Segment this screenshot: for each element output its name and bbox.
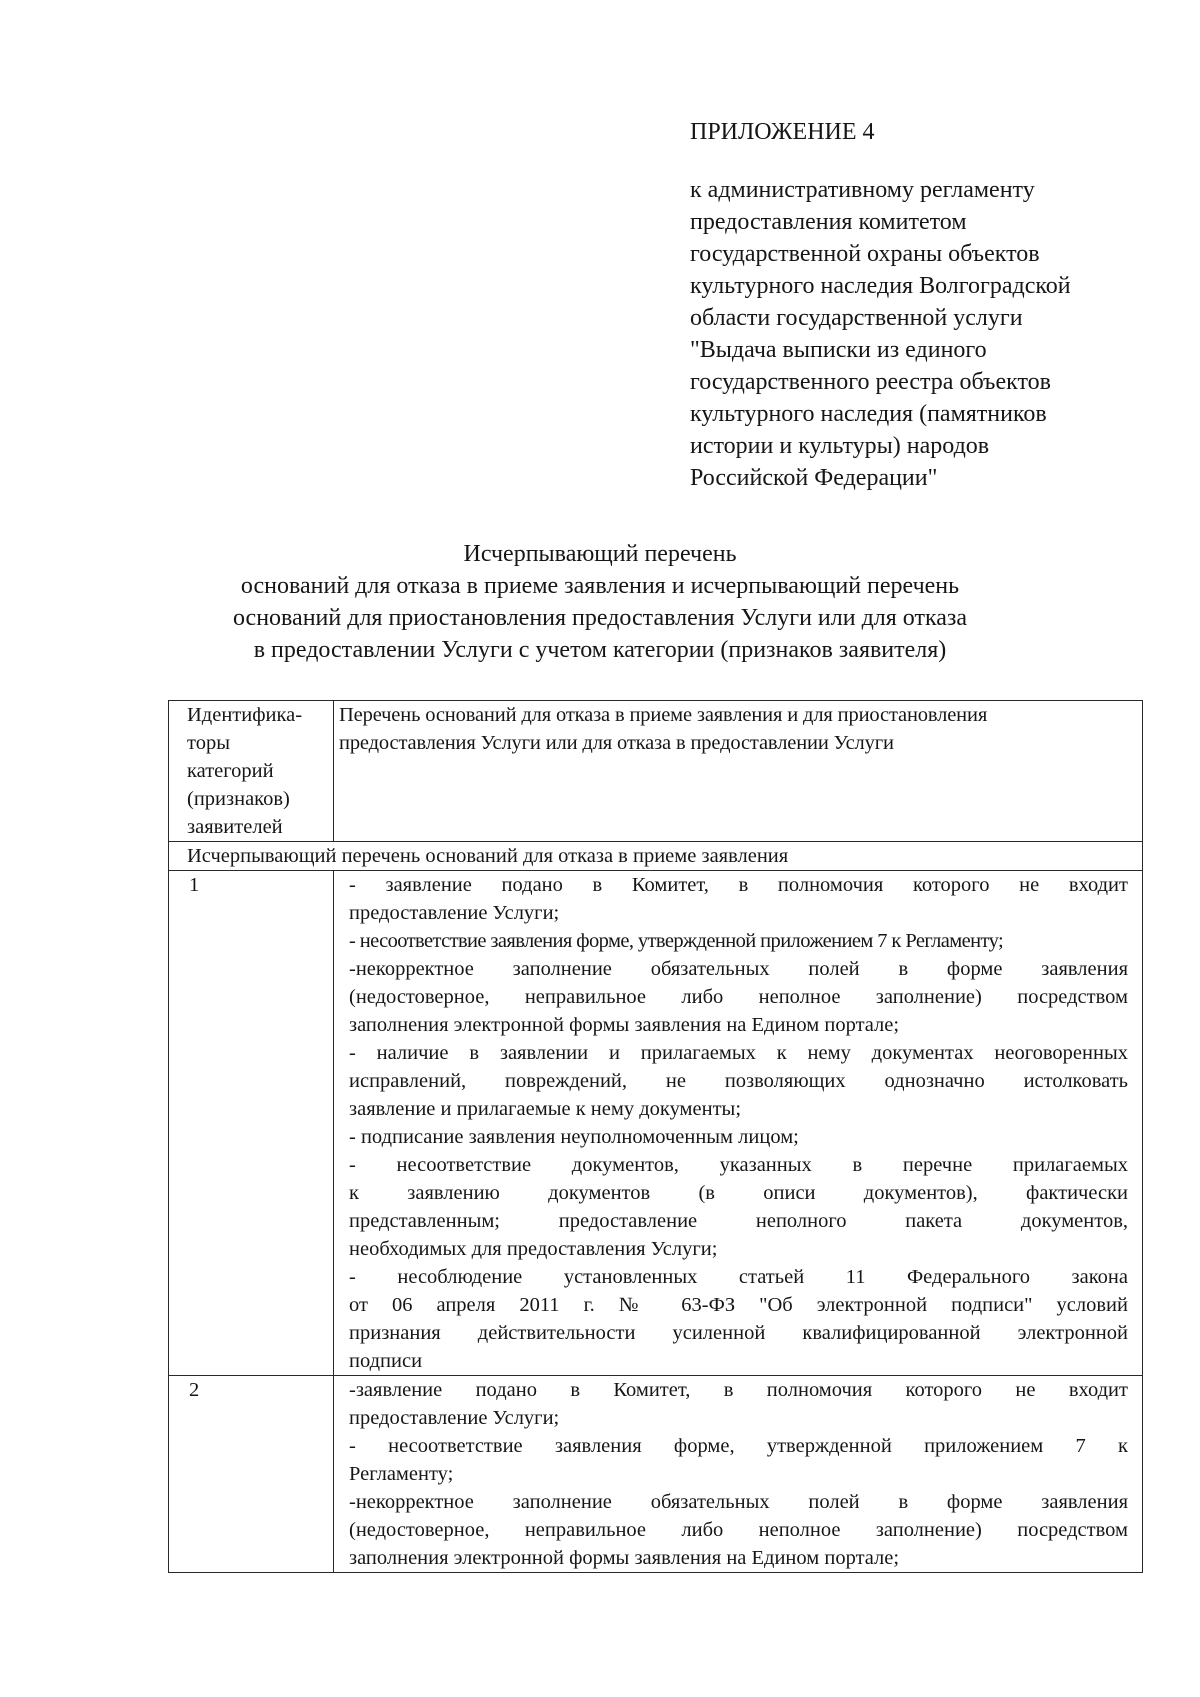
grounds-line: заполнения электронной формы заявления на Едином портале; — [349, 1014, 900, 1036]
grounds-line: -некорректное заполнение обязательных полей в форме заявления — [349, 958, 1128, 980]
appendix-line: государственной охраны объектов — [690, 241, 1040, 267]
header-identifiers-line: категорий — [187, 760, 274, 782]
grounds-line: необходимых для предоставления Услуги; — [349, 1238, 718, 1260]
grounds-line: от 06 апреля 2011 г. № 63-ФЗ "Об электронной подписи" условий — [349, 1294, 1128, 1316]
header-grounds-line: Перечень оснований для отказа в приеме заявления и для приостановления — [339, 704, 988, 726]
header-cell-identifiers — [169, 701, 334, 842]
category-id-cell: 1 — [169, 871, 334, 1376]
grounds-cell — [334, 1376, 1143, 1573]
appendix-line: области государственной услуги — [690, 305, 1023, 331]
table-header-row — [169, 701, 1143, 842]
appendix-line: истории и культуры) народов — [690, 433, 990, 459]
grounds-line: Регламенту; — [349, 1463, 454, 1485]
appendix-line: предоставления комитетом — [690, 209, 967, 235]
appendix-line: государственного реестра объектов — [690, 369, 1051, 395]
header-identifiers-line: (признаков) — [187, 788, 290, 810]
section-row — [169, 842, 1143, 871]
header-cell-grounds — [334, 701, 1143, 842]
grounds-line: - заявление подано в Комитет, в полномочия которого не входит — [349, 874, 1128, 896]
grounds-line: заявление и прилагаемые к нему документы; — [349, 1098, 742, 1120]
header-identifiers-line: торы — [187, 732, 230, 754]
appendix-title: ПРИЛОЖЕНИЕ 4 — [690, 119, 875, 145]
grounds-line: предоставление Услуги; — [349, 1407, 560, 1429]
grounds-line: - наличие в заявлении и прилагаемых к нему документах неоговоренных — [349, 1042, 1128, 1064]
grounds-line: - несоответствие заявления форме, утвержденной приложением 7 к — [349, 1435, 1128, 1457]
heading-line: оснований для отказа в приеме заявления и исчерпывающий перечень — [240, 573, 960, 599]
grounds-line: признания действительности усиленной квалифицированной электронной — [349, 1322, 1128, 1344]
header-identifiers-line: Идентифика- — [187, 704, 303, 726]
heading-line: Исчерпывающий перечень — [463, 541, 737, 567]
grounds-line: - несоблюдение установленных статьей 11 Федерального закона — [349, 1266, 1128, 1288]
grounds-line: к заявлению документов (в описи документов), фактически — [349, 1182, 1128, 1204]
heading-line: в предоставлении Услуги с учетом категории (признаков заявителя) — [253, 637, 947, 663]
grounds-line: представленным; предоставление неполного пакета документов, — [349, 1210, 1128, 1232]
grounds-cell — [334, 871, 1143, 1376]
appendix-block — [690, 117, 1160, 494]
grounds-table — [168, 700, 1143, 1573]
table-row — [169, 871, 1143, 1376]
section-title: Исчерпывающий перечень оснований для отказа в приеме заявления — [169, 842, 1143, 871]
appendix-line: культурного наследия Волгоградской — [690, 273, 1071, 299]
appendix-line: к административному регламенту — [690, 177, 1035, 203]
grounds-line: - несоответствие документов, указанных в перечне прилагаемых — [349, 1154, 1128, 1176]
document-heading — [150, 538, 1050, 666]
heading-line: оснований для приостановления предоставления Услуги или для отказа — [232, 605, 968, 631]
header-identifiers-line: заявителей — [187, 816, 283, 838]
grounds-line: - подписание заявления неуполномоченным лицом; — [349, 1126, 799, 1148]
category-id-cell: 2 — [169, 1376, 334, 1573]
header-grounds-line: предоставления Услуги или для отказа в предоставлении Услуги — [339, 732, 894, 754]
appendix-line: Российской Федерации" — [690, 465, 938, 491]
grounds-line: заполнения электронной формы заявления на Едином портале; — [349, 1547, 900, 1569]
appendix-line: "Выдача выписки из единого — [690, 337, 987, 363]
grounds-line: -некорректное заполнение обязательных полей в форме заявления — [349, 1491, 1128, 1513]
grounds-line: - несоответствие заявления форме, утвержденной приложением 7 к Регламенту; — [349, 930, 1004, 952]
appendix-line: культурного наследия (памятников — [690, 401, 1047, 427]
grounds-line: подписи — [349, 1350, 423, 1372]
grounds-line: -заявление подано в Комитет, в полномочия которого не входит — [349, 1379, 1128, 1401]
table-row — [169, 1376, 1143, 1573]
grounds-line: (недостоверное, неправильное либо неполное заполнение) посредством — [349, 986, 1128, 1008]
grounds-line: исправлений, повреждений, не позволяющих однозначно истолковать — [349, 1070, 1128, 1092]
grounds-line: (недостоверное, неправильное либо неполное заполнение) посредством — [349, 1519, 1128, 1541]
grounds-line: предоставление Услуги; — [349, 902, 560, 924]
